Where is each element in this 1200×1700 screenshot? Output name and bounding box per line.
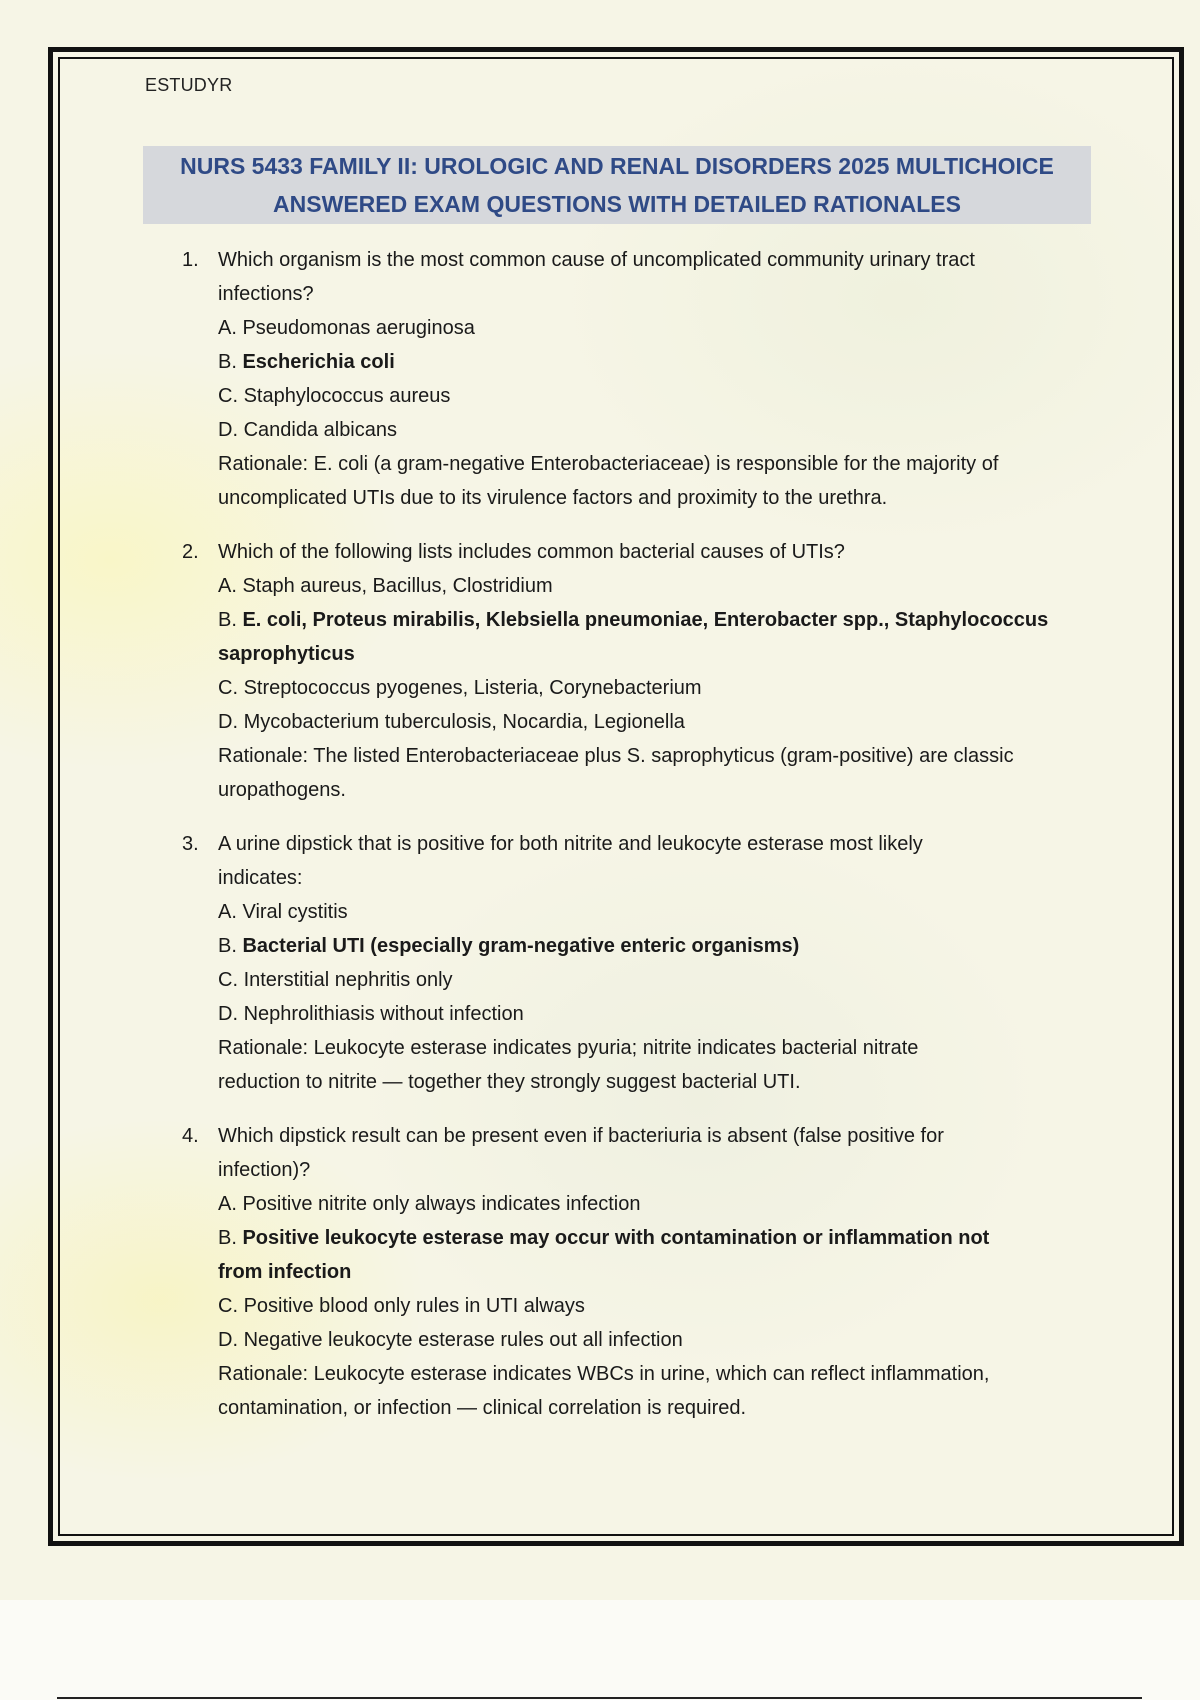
- question-number: 4.: [182, 1125, 199, 1147]
- option-c: C. Staphylococcus aureus: [218, 385, 451, 407]
- option-b-correct: B. Positive leukocyte esterase may occur with contamination or inflammation not: [218, 1227, 990, 1249]
- question-stem: Which organism is the most common cause of uncomplicated community urinary tract: [218, 249, 975, 271]
- footer-rule: [57, 1697, 1142, 1699]
- rationale: contamination, or infection — clinical correlation is required.: [218, 1397, 747, 1419]
- question-stem: infections?: [218, 283, 314, 305]
- rationale: Rationale: The listed Enterobacteriaceae plus S. saprophyticus (gram-positive) are classic: [218, 745, 1014, 767]
- option-b-correct-continued: saprophyticus: [218, 643, 355, 665]
- option-a: A. Viral cystitis: [218, 901, 348, 923]
- rationale: Rationale: E. coli (a gram-negative Enterobacteriaceae) is responsible for the majority of: [218, 453, 999, 475]
- option-b-correct-continued: from infection: [218, 1261, 352, 1283]
- option-a: A. Positive nitrite only always indicates infection: [218, 1193, 641, 1215]
- question-stem: Which of the following lists includes common bacterial causes of UTIs?: [218, 541, 845, 563]
- question-number: 3.: [182, 833, 199, 855]
- question-number: 2.: [182, 541, 199, 563]
- rationale: reduction to nitrite — together they strongly suggest bacterial UTI.: [218, 1071, 801, 1093]
- question-2: [170, 535, 1090, 807]
- question-number: 1.: [182, 249, 199, 271]
- brand-label: ESTUDYR: [145, 75, 233, 95]
- title-line: NURS 5433 FAMILY II: UROLOGIC AND RENAL DISORDERS 2025 MULTICHOICE: [180, 153, 1054, 179]
- option-d: D. Nephrolithiasis without infection: [218, 1003, 524, 1025]
- document-title: [143, 146, 1091, 224]
- option-b-correct: B. Bacterial UTI (especially gram-negative enteric organisms): [218, 935, 800, 957]
- question-4: [170, 1119, 1090, 1425]
- option-b-correct: B. E. coli, Proteus mirabilis, Klebsiella pneumoniae, Enterobacter spp., Staphylococcus: [218, 609, 1049, 631]
- title-line: ANSWERED EXAM QUESTIONS WITH DETAILED RATIONALES: [273, 191, 961, 217]
- rationale: Rationale: Leukocyte esterase indicates pyuria; nitrite indicates bacterial nitrate: [218, 1037, 919, 1059]
- option-b-correct: B. Escherichia coli: [218, 351, 395, 373]
- option-c: C. Interstitial nephritis only: [218, 969, 453, 991]
- rationale: uncomplicated UTIs due to its virulence factors and proximity to the urethra.: [218, 487, 888, 509]
- option-c: C. Positive blood only rules in UTI always: [218, 1295, 585, 1317]
- option-d: D. Candida albicans: [218, 419, 397, 441]
- question-1: [170, 243, 1090, 515]
- question-3: [170, 827, 1090, 1099]
- question-stem: infection)?: [218, 1159, 311, 1181]
- question-stem: A urine dipstick that is positive for both nitrite and leukocyte esterase most likely: [218, 833, 923, 855]
- question-list: [170, 243, 1090, 1445]
- option-a: A. Pseudomonas aeruginosa: [218, 317, 475, 339]
- option-c: C. Streptococcus pyogenes, Listeria, Corynebacterium: [218, 677, 702, 699]
- option-d: D. Mycobacterium tuberculosis, Nocardia, Legionella: [218, 711, 685, 733]
- rationale: uropathogens.: [218, 779, 346, 801]
- option-d: D. Negative leukocyte esterase rules out all infection: [218, 1329, 683, 1351]
- rationale: Rationale: Leukocyte esterase indicates WBCs in urine, which can reflect inflammation,: [218, 1363, 990, 1385]
- page-bottom-area: [0, 1600, 1200, 1700]
- question-stem: indicates:: [218, 867, 303, 889]
- question-stem: Which dipstick result can be present even if bacteriuria is absent (false positive for: [218, 1125, 944, 1147]
- option-a: A. Staph aureus, Bacillus, Clostridium: [218, 575, 553, 597]
